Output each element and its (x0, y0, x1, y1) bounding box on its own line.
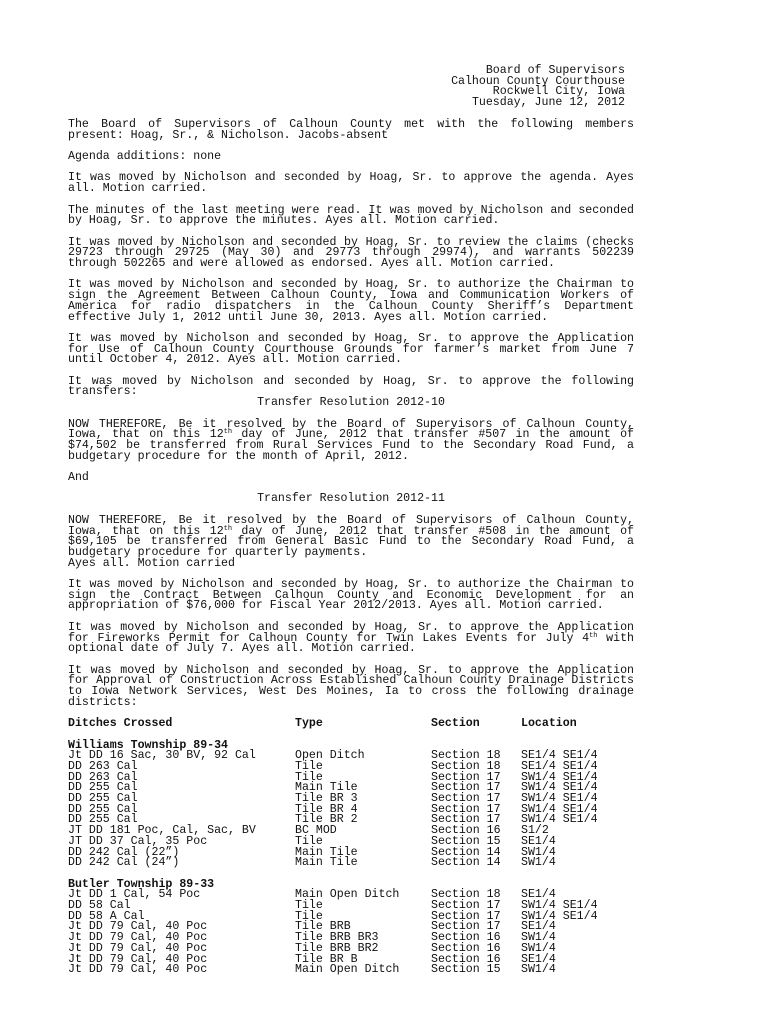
table-cell: DD 255 Cal (68, 792, 138, 806)
resolution-title: Transfer Resolution 2012-10 (257, 396, 445, 410)
table-cell: Section 16 (431, 941, 501, 955)
township-heading: Butler Township 89-33 (68, 877, 215, 891)
table-cell: Jt DD 16 Sac, 30 BV, 92 Cal (68, 749, 256, 763)
table-cell: Section 17 (431, 899, 501, 913)
table-cell: Jt DD 79 Cal, 40 Poc (68, 952, 208, 966)
motion-transfers: It was moved by Nicholson and seconded by Hoag, Sr. to approve the following transfers: (68, 374, 634, 399)
table-cell: Section 17 (431, 802, 501, 816)
motion-farmers-market: It was moved by Nicholson and seconded by Hoag, Sr. to approve the Application for Use of Calhoun County Courthouse Grounds for farmer’s market from June 7 until October 4, 2012. Ayes all. Motion carried. (68, 331, 634, 367)
table-cell: SW1/4 SE1/4 (521, 813, 598, 827)
motion-economic-development: It was moved by Nicholson and seconded by Hoag, Sr. to authorize the Chairman to sign the Contract Between Calhoun County and Economic Development for an appropriation of $76,000 for Fiscal Year 2012/2013. Ayes all. Motion carried. (68, 578, 634, 613)
header-line: Board of Supervisors (485, 64, 625, 77)
table-cell: Tile BR 3 (295, 792, 358, 806)
table-cell: SW1/4 (521, 941, 556, 955)
table-cell: S1/2 (521, 824, 549, 838)
table-cell: DD 263 Cal (68, 770, 138, 784)
col-type: Type (295, 717, 323, 731)
table-cell: Tile (295, 899, 323, 913)
table-cell: Section 17 (431, 781, 501, 795)
table-cell: Tile BRB (295, 920, 351, 934)
table-cell: Tile BR B (295, 952, 358, 966)
table-cell: Section 17 (431, 909, 501, 923)
table-cell: Jt DD 79 Cal, 40 Poc (68, 941, 208, 955)
motion-drainage-crossing: It was moved by Nicholson and seconded by Hoag, Sr. to approve the Application for Approval of Construction Across Established Calhoun County Drainage Districts to Iowa Network Services, West Des Moines, Ia to cross the following drainage districts: (68, 663, 634, 709)
table-cell: Section 17 (431, 920, 501, 934)
table-cell: Main Tile (295, 845, 358, 859)
table-cell: SE1/4 (521, 952, 556, 966)
table-header-row (68, 719, 634, 730)
table-cell: Jt DD 1 Cal, 54 Poc (68, 888, 201, 902)
table-row (68, 965, 634, 976)
table-cell: DD 255 Cal (68, 781, 138, 795)
table-cell: DD 255 Cal (68, 802, 138, 816)
header-line: Calhoun County Courthouse (451, 74, 625, 88)
township-heading: Williams Township 89-34 (68, 738, 229, 752)
resolution-2012-11: NOW THEREFORE, Be it resolved by the Board of Supervisors of Calhoun County, Iowa, that on this 12th day of June, 2012 that transfer #508 in the amount of $69,105 be transferred from General Basic Fund to the Secondary Road Fund, a budgetary procedure for quarterly payments. (68, 513, 635, 559)
motion-minutes: The minutes of the last meeting were read. It was moved by Nicholson and seconded by Hoag, Sr. to approve the minutes. Ayes all. Motion carried. (68, 203, 634, 228)
table-cell: DD 263 Cal (68, 759, 138, 773)
table-cell: Tile BR 4 (295, 802, 358, 816)
table-cell: SE1/4 (521, 920, 556, 934)
header-line: Rockwell City, Iowa (492, 85, 625, 99)
resolution-2012-10: NOW THEREFORE, Be it resolved by the Board of Supervisors of Calhoun County, Iowa, that on this 12th day of June, 2012 that transfer #507 in the amount of $74,502 be transferred from Rural Services Fund to the Secondary Road Fund, a budgetary procedure for the month of April, 2012. (68, 417, 635, 463)
table-cell: JT DD 37 Cal, 35 Poc (68, 834, 208, 848)
table-cell: Open Ditch (295, 749, 365, 763)
table-cell: SE1/4 (521, 888, 556, 902)
motion-claims: It was moved by Nicholson and seconded by Hoag, Sr. to review the claims (checks 29723 through 29725 (May 30) and 29773 through 29974), and warrants 502239 through 502265 and were allowed as endorsed. Ayes all. Motion carried. (68, 235, 634, 271)
and-text: And (68, 471, 89, 485)
table-cell: Tile BRB BR3 (295, 931, 379, 945)
resolution-title: Transfer Resolution 2012-11 (257, 492, 445, 506)
table-cell: DD 58 A Cal (68, 909, 145, 923)
table-cell: SW1/4 (521, 963, 556, 977)
table-cell: SW1/4 (521, 845, 556, 859)
table-row (68, 858, 634, 869)
table-cell: Jt DD 79 Cal, 40 Poc (68, 931, 208, 945)
agenda-additions: Agenda additions: none (68, 150, 222, 164)
table-cell: DD 242 Cal (24”) (68, 856, 180, 870)
motion-cwa-agreement: It was moved by Nicholson and seconded by Hoag, Sr. to authorize the Chairman to sign the Agreement Between Calhoun County, Iowa and Communication Workers of America for radio dispatchers in the Calhoun County Sheriff’s Department effective July 1, 2012 until June 30, 2013. Ayes all. Motion carried. (68, 278, 634, 324)
table-cell: Section 16 (431, 824, 501, 838)
table-cell: DD 255 Cal (68, 813, 138, 827)
table-cell: Tile (295, 834, 323, 848)
header-date: Tuesday, June 12, 2012 (471, 96, 625, 110)
table-cell: Section 18 (431, 749, 501, 763)
table-cell: Jt DD 79 Cal, 40 Poc (68, 920, 208, 934)
table-cell: BC MOD (295, 824, 337, 838)
table-cell: Section 18 (431, 759, 501, 773)
table-cell: Tile BR 2 (295, 813, 358, 827)
table-cell: Main Tile (295, 781, 358, 795)
table-cell: Tile BRB BR2 (295, 941, 379, 955)
table-cell: SW1/4 SE1/4 (521, 792, 598, 806)
table-cell: Jt DD 79 Cal, 40 Poc (68, 963, 208, 977)
table-cell: Tile (295, 770, 323, 784)
table-cell: SW1/4 (521, 931, 556, 945)
table-cell: DD 242 Cal (22”) (68, 845, 180, 859)
table-cell: Tile (295, 759, 323, 773)
col-location: Location (521, 717, 577, 731)
table-cell: SW1/4 SE1/4 (521, 899, 598, 913)
col-ditches: Ditches Crossed (68, 717, 173, 731)
table-cell: SE1/4 (521, 834, 556, 848)
motion-fireworks: It was moved by Nicholson and seconded by Hoag, Sr. to approve the Application for Fireworks Permit for Calhoun County for Twin Lakes Events for July 4th with optional date of July 7. Ayes all. Motion carried. (68, 620, 634, 656)
table-cell: SW1/4 SE1/4 (521, 909, 598, 923)
col-section: Section (431, 717, 480, 731)
table-cell: Section 17 (431, 770, 501, 784)
table-cell: SE1/4 SE1/4 (521, 749, 598, 763)
motion-agenda: It was moved by Nicholson and seconded by Hoag, Sr. to approve the agenda. Ayes all. Motion carried. (68, 171, 634, 196)
attendance-paragraph: The Board of Supervisors of Calhoun County met with the following members present: Hoag, Sr., & Nicholson. Jacobs-absent (68, 118, 634, 142)
table-cell: Section 16 (431, 952, 501, 966)
table-cell: SW1/4 SE1/4 (521, 802, 598, 816)
table-cell: Section 17 (431, 813, 501, 827)
table-cell: Section 15 (431, 963, 501, 977)
table-cell: Section 17 (431, 792, 501, 806)
table-cell: Section 14 (431, 856, 501, 870)
drainage-table (68, 719, 634, 976)
table-cell: Main Open Ditch (295, 963, 400, 977)
table-cell: Section 16 (431, 931, 501, 945)
minutes-body (68, 120, 634, 976)
resolution-vote: Ayes all. Motion carried (68, 556, 235, 570)
table-cell: SW1/4 SE1/4 (521, 770, 598, 784)
table-cell: Section 15 (431, 834, 501, 848)
table-cell: JT DD 181 Poc, Cal, Sac, BV (68, 824, 256, 838)
table-cell: SE1/4 SE1/4 (521, 759, 598, 773)
table-cell: Main Tile (295, 856, 358, 870)
table-cell: SW1/4 SE1/4 (521, 781, 598, 795)
table-cell: SW1/4 (521, 856, 556, 870)
table-cell: Tile (295, 909, 323, 923)
table-cell: DD 58 Cal (68, 899, 131, 913)
table-cell: Section 18 (431, 888, 501, 902)
table-cell: Section 14 (431, 845, 501, 859)
table-body (68, 738, 634, 977)
table-cell: Main Open Ditch (295, 888, 400, 902)
letterhead (451, 66, 625, 109)
